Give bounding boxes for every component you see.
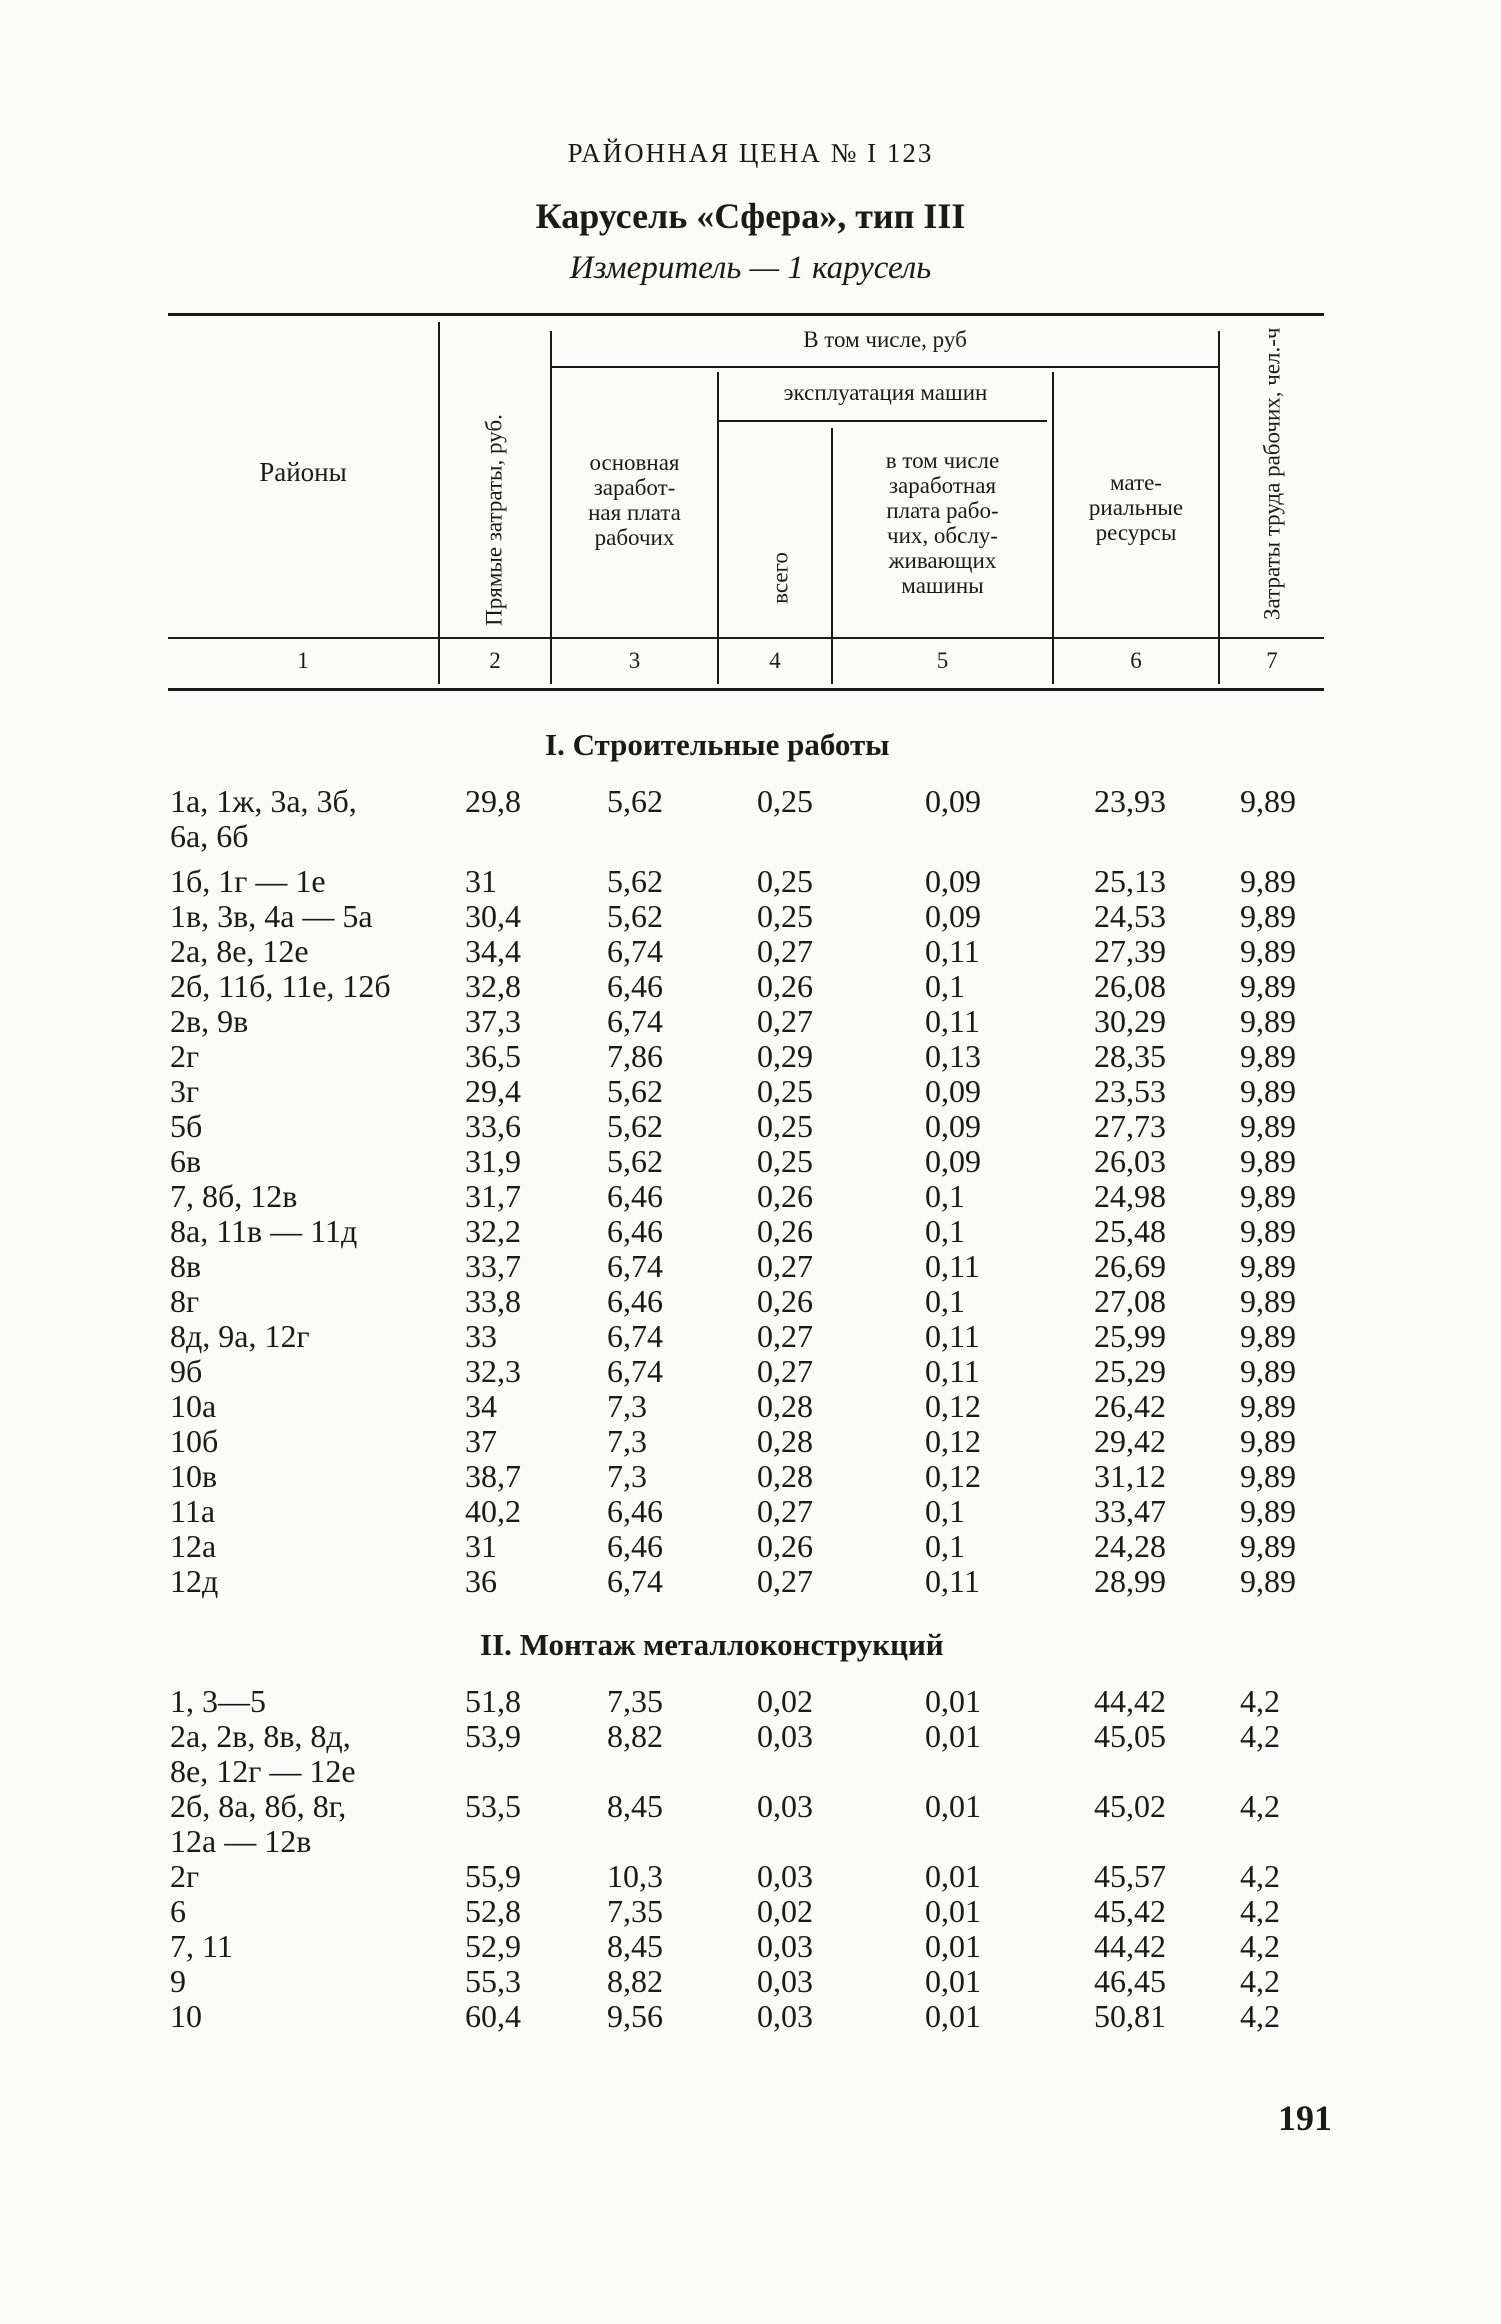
- table-row: [0, 1179, 1501, 1214]
- header-total: всего: [767, 552, 793, 604]
- header-base-wage: основная заработ- ная плата рабочих: [588, 450, 681, 550]
- value-cell: 31,12: [1094, 1458, 1166, 1494]
- value-cell: 0,1: [925, 1528, 965, 1564]
- region-cell: 1, 3—5: [170, 1683, 266, 1719]
- value-cell: 5,62: [607, 1073, 663, 1109]
- value-cell: 9,89: [1240, 1388, 1296, 1424]
- value-cell: 6,74: [607, 1563, 663, 1599]
- region-cell: 10а: [170, 1388, 217, 1424]
- header-labor: Затраты труда рабочих, чел.-ч: [1259, 327, 1285, 620]
- value-cell: 5,62: [607, 1143, 663, 1179]
- value-cell: 0,09: [925, 898, 981, 934]
- table-row: [0, 1004, 1501, 1039]
- value-cell: 34,4: [465, 933, 521, 969]
- table-row: [0, 934, 1501, 969]
- value-cell: 0,01: [925, 1858, 981, 1894]
- value-cell: 9,89: [1240, 1178, 1296, 1214]
- value-cell: 33,7: [465, 1248, 521, 1284]
- value-cell: 0,01: [925, 1788, 981, 1824]
- value-cell: 27,39: [1094, 933, 1166, 969]
- value-cell: 28,35: [1094, 1038, 1166, 1074]
- region-cell-continuation: 6а, 6б: [170, 818, 249, 854]
- value-cell: 60,4: [465, 1998, 521, 2034]
- value-cell: 9,89: [1240, 968, 1296, 1004]
- table-row: [0, 1459, 1501, 1494]
- value-cell: 25,99: [1094, 1318, 1166, 1354]
- value-cell: 46,45: [1094, 1963, 1166, 1999]
- region-cell: 9б: [170, 1353, 203, 1389]
- value-cell: 9,89: [1240, 1318, 1296, 1354]
- table-row: [0, 1684, 1501, 1719]
- value-cell: 4,2: [1240, 1858, 1280, 1894]
- value-cell: 0,02: [757, 1683, 813, 1719]
- table-row: [0, 1074, 1501, 1109]
- value-cell: 6,46: [607, 1213, 663, 1249]
- value-cell: 53,9: [465, 1718, 521, 1754]
- value-cell: 0,11: [925, 1003, 980, 1039]
- value-cell: 45,05: [1094, 1718, 1166, 1754]
- value-cell: 0,27: [757, 1003, 813, 1039]
- value-cell: 0,11: [925, 1318, 980, 1354]
- value-cell: 53,5: [465, 1788, 521, 1824]
- value-cell: 33,6: [465, 1108, 521, 1144]
- value-cell: 31,9: [465, 1143, 521, 1179]
- region-cell: 8г: [170, 1283, 200, 1319]
- value-cell: 0,02: [757, 1893, 813, 1929]
- region-cell: 11а: [170, 1493, 216, 1529]
- region-cell: 2а, 8е, 12е: [170, 933, 309, 969]
- value-cell: 0,25: [757, 1073, 813, 1109]
- value-cell: 6,46: [607, 1493, 663, 1529]
- value-cell: 0,01: [925, 1718, 981, 1754]
- value-cell: 9,89: [1240, 1213, 1296, 1249]
- header-including: В том числе, руб: [803, 327, 967, 352]
- value-cell: 0,01: [925, 1893, 981, 1929]
- region-cell: 2г: [170, 1858, 200, 1894]
- value-cell: 0,09: [925, 1108, 981, 1144]
- header-regions: Районы: [259, 457, 347, 487]
- value-cell: 9,89: [1240, 933, 1296, 969]
- value-cell: 9,89: [1240, 1458, 1296, 1494]
- value-cell: 8,82: [607, 1718, 663, 1754]
- value-cell: 0,12: [925, 1423, 981, 1459]
- value-cell: 10,3: [607, 1858, 663, 1894]
- value-cell: 0,26: [757, 1528, 813, 1564]
- value-cell: 0,1: [925, 1283, 965, 1319]
- value-cell: 25,29: [1094, 1353, 1166, 1389]
- table-row: [0, 1859, 1501, 1894]
- value-cell: 24,53: [1094, 898, 1166, 934]
- col-number: 1: [297, 648, 309, 673]
- value-cell: 45,02: [1094, 1788, 1166, 1824]
- value-cell: 0,25: [757, 898, 813, 934]
- region-cell: 12а: [170, 1528, 217, 1564]
- value-cell: 32,8: [465, 968, 521, 1004]
- running-head: РАЙОННАЯ ЦЕНА № I 123: [567, 138, 934, 168]
- region-cell: 3г: [170, 1073, 200, 1109]
- value-cell: 0,1: [925, 968, 965, 1004]
- table-row: [0, 1494, 1501, 1529]
- table-row: [0, 1529, 1501, 1564]
- value-cell: 0,09: [925, 1143, 981, 1179]
- value-cell: 0,27: [757, 1563, 813, 1599]
- value-cell: 30,4: [465, 898, 521, 934]
- table-row: [0, 1214, 1501, 1249]
- value-cell: 32,3: [465, 1353, 521, 1389]
- region-cell: 2б, 8а, 8б, 8г,: [170, 1788, 347, 1824]
- region-cell: 6в: [170, 1143, 202, 1179]
- value-cell: 34: [465, 1388, 497, 1424]
- value-cell: 0,28: [757, 1458, 813, 1494]
- value-cell: 26,42: [1094, 1388, 1166, 1424]
- value-cell: 8,82: [607, 1963, 663, 1999]
- value-cell: 7,86: [607, 1038, 663, 1074]
- value-cell: 0,12: [925, 1388, 981, 1424]
- value-cell: 0,1: [925, 1213, 965, 1249]
- region-cell: 9: [170, 1963, 186, 1999]
- value-cell: 0,26: [757, 968, 813, 1004]
- value-cell: 9,89: [1240, 898, 1296, 934]
- value-cell: 32,2: [465, 1213, 521, 1249]
- value-cell: 55,3: [465, 1963, 521, 1999]
- value-cell: 4,2: [1240, 1718, 1280, 1754]
- header-direct-costs: Прямые затраты, руб.: [481, 414, 507, 626]
- region-cell-continuation: 12а — 12в: [170, 1823, 312, 1859]
- value-cell: 24,98: [1094, 1178, 1166, 1214]
- value-cell: 24,28: [1094, 1528, 1166, 1564]
- value-cell: 0,01: [925, 1928, 981, 1964]
- region-cell: 12д: [170, 1563, 219, 1599]
- value-cell: 0,28: [757, 1388, 813, 1424]
- value-cell: 4,2: [1240, 1928, 1280, 1964]
- section-title: II. Монтаж металлоконструкций: [480, 1627, 944, 1662]
- value-cell: 7,3: [607, 1423, 647, 1459]
- value-cell: 0,03: [757, 1858, 813, 1894]
- table-row: [0, 1424, 1501, 1459]
- value-cell: 23,93: [1094, 783, 1166, 819]
- value-cell: 4,2: [1240, 1963, 1280, 1999]
- table-row: [0, 1999, 1501, 2034]
- value-cell: 52,8: [465, 1893, 521, 1929]
- value-cell: 8,45: [607, 1928, 663, 1964]
- value-cell: 9,89: [1240, 1143, 1296, 1179]
- value-cell: 44,42: [1094, 1683, 1166, 1719]
- value-cell: 8,45: [607, 1788, 663, 1824]
- value-cell: 0,12: [925, 1458, 981, 1494]
- value-cell: 9,89: [1240, 1493, 1296, 1529]
- value-cell: 9,89: [1240, 1423, 1296, 1459]
- col-number: 6: [1130, 648, 1142, 673]
- region-cell: 10: [170, 1998, 202, 2034]
- region-cell: 6: [170, 1893, 186, 1929]
- value-cell: 0,28: [757, 1423, 813, 1459]
- value-cell: 0,26: [757, 1178, 813, 1214]
- region-cell: 8а, 11в — 11д: [170, 1213, 358, 1249]
- value-cell: 0,27: [757, 1353, 813, 1389]
- value-cell: 38,7: [465, 1458, 521, 1494]
- value-cell: 36,5: [465, 1038, 521, 1074]
- table-row: [0, 784, 1501, 819]
- value-cell: 37: [465, 1423, 497, 1459]
- value-cell: 9,89: [1240, 1528, 1296, 1564]
- value-cell: 0,11: [925, 1248, 980, 1284]
- header-machine-wage: в том числе заработная плата рабо- чих, обслу- живающих машины: [885, 448, 1000, 598]
- value-cell: 4,2: [1240, 1788, 1280, 1824]
- value-cell: 0,03: [757, 1963, 813, 1999]
- value-cell: 0,01: [925, 1963, 981, 1999]
- value-cell: 0,11: [925, 1353, 980, 1389]
- value-cell: 6,46: [607, 1178, 663, 1214]
- table-row: [0, 1894, 1501, 1929]
- value-cell: 9,89: [1240, 863, 1296, 899]
- region-cell: 1а, 1ж, 3а, 3б,: [170, 783, 357, 819]
- value-cell: 0,25: [757, 863, 813, 899]
- value-cell: 5,62: [607, 898, 663, 934]
- value-cell: 0,1: [925, 1493, 965, 1529]
- value-cell: 0,25: [757, 1143, 813, 1179]
- value-cell: 5,62: [607, 863, 663, 899]
- value-cell: 31: [465, 1528, 497, 1564]
- value-cell: 31,7: [465, 1178, 521, 1214]
- col-number: 7: [1266, 648, 1278, 673]
- value-cell: 6,74: [607, 1318, 663, 1354]
- value-cell: 9,89: [1240, 1283, 1296, 1319]
- value-cell: 0,11: [925, 1563, 980, 1599]
- table-row: [0, 1929, 1501, 1964]
- region-cell: 2г: [170, 1038, 200, 1074]
- table-row: [0, 1354, 1501, 1389]
- table-row: [0, 1109, 1501, 1144]
- value-cell: 7,35: [607, 1683, 663, 1719]
- value-cell: 29,4: [465, 1073, 521, 1109]
- value-cell: 55,9: [465, 1858, 521, 1894]
- value-cell: 9,89: [1240, 1003, 1296, 1039]
- value-cell: 25,13: [1094, 863, 1166, 899]
- region-cell: 8д, 9а, 12г: [170, 1318, 310, 1354]
- header-materials: мате- риальные ресурсы: [1088, 470, 1184, 545]
- value-cell: 25,48: [1094, 1213, 1166, 1249]
- table-row: [0, 1389, 1501, 1424]
- value-cell: 4,2: [1240, 1683, 1280, 1719]
- value-cell: 9,89: [1240, 1248, 1296, 1284]
- table-row: [0, 1319, 1501, 1354]
- value-cell: 5,62: [607, 1108, 663, 1144]
- region-cell-continuation: 8е, 12г — 12е: [170, 1753, 356, 1789]
- table-row: [0, 864, 1501, 899]
- table-row: [0, 1144, 1501, 1179]
- value-cell: 29,42: [1094, 1423, 1166, 1459]
- value-cell: 0,09: [925, 1073, 981, 1109]
- value-cell: 4,2: [1240, 1893, 1280, 1929]
- region-cell: 10в: [170, 1458, 218, 1494]
- header-machine-operation: эксплуатация машин: [783, 380, 988, 405]
- table-row: [0, 1284, 1501, 1319]
- value-cell: 9,89: [1240, 1563, 1296, 1599]
- value-cell: 7,3: [607, 1458, 647, 1494]
- value-cell: 0,27: [757, 1493, 813, 1529]
- page-number: 191: [1278, 2098, 1332, 2138]
- value-cell: 40,2: [465, 1493, 521, 1529]
- value-cell: 0,27: [757, 933, 813, 969]
- region-cell: 7, 8б, 12в: [170, 1178, 298, 1214]
- table-row: [0, 1039, 1501, 1074]
- value-cell: 4,2: [1240, 1998, 1280, 2034]
- value-cell: 6,46: [607, 968, 663, 1004]
- col-number: 4: [769, 648, 781, 673]
- value-cell: 29,8: [465, 783, 521, 819]
- value-cell: 0,26: [757, 1213, 813, 1249]
- value-cell: 9,89: [1240, 1038, 1296, 1074]
- table-row: [0, 1249, 1501, 1284]
- value-cell: 0,29: [757, 1038, 813, 1074]
- value-cell: 52,9: [465, 1928, 521, 1964]
- value-cell: 7,35: [607, 1893, 663, 1929]
- value-cell: 9,56: [607, 1998, 663, 2034]
- value-cell: 37,3: [465, 1003, 521, 1039]
- value-cell: 45,57: [1094, 1858, 1166, 1894]
- region-cell: 5б: [170, 1108, 203, 1144]
- value-cell: 31: [465, 863, 497, 899]
- table-row: [0, 1964, 1501, 1999]
- value-cell: 6,46: [607, 1528, 663, 1564]
- value-cell: 5,62: [607, 783, 663, 819]
- value-cell: 9,89: [1240, 1108, 1296, 1144]
- section-title: I. Строительные работы: [545, 727, 890, 762]
- value-cell: 27,73: [1094, 1108, 1166, 1144]
- region-cell: 1в, 3в, 4а — 5а: [170, 898, 373, 934]
- table-row: [0, 1789, 1501, 1824]
- value-cell: 0,26: [757, 1283, 813, 1319]
- value-cell: 0,27: [757, 1318, 813, 1354]
- value-cell: 0,09: [925, 863, 981, 899]
- table-row: [0, 899, 1501, 934]
- value-cell: 0,11: [925, 933, 980, 969]
- region-cell: 8в: [170, 1248, 202, 1284]
- region-cell: 7, 11: [170, 1928, 233, 1964]
- table-row: [0, 1564, 1501, 1599]
- region-cell: 2б, 11б, 11е, 12б: [170, 968, 391, 1004]
- value-cell: 51,8: [465, 1683, 521, 1719]
- value-cell: 45,42: [1094, 1893, 1166, 1929]
- value-cell: 26,69: [1094, 1248, 1166, 1284]
- value-cell: 6,46: [607, 1283, 663, 1319]
- value-cell: 7,3: [607, 1388, 647, 1424]
- value-cell: 0,25: [757, 1108, 813, 1144]
- col-number: 5: [936, 648, 949, 673]
- value-cell: 0,27: [757, 1248, 813, 1284]
- value-cell: 0,03: [757, 1788, 813, 1824]
- value-cell: 36: [465, 1563, 497, 1599]
- value-cell: 50,81: [1094, 1998, 1166, 2034]
- value-cell: 6,74: [607, 1003, 663, 1039]
- value-cell: 0,1: [925, 1178, 965, 1214]
- value-cell: 9,89: [1240, 783, 1296, 819]
- value-cell: 0,03: [757, 1928, 813, 1964]
- value-cell: 6,74: [607, 1353, 663, 1389]
- page-title: Карусель «Сфера», тип III: [535, 196, 966, 236]
- value-cell: 0,01: [925, 1683, 981, 1719]
- value-cell: 9,89: [1240, 1073, 1296, 1109]
- region-cell: 2а, 2в, 8в, 8д,: [170, 1718, 351, 1754]
- value-cell: 33: [465, 1318, 497, 1354]
- value-cell: 0,13: [925, 1038, 981, 1074]
- col-number: 3: [628, 648, 641, 673]
- value-cell: 30,29: [1094, 1003, 1166, 1039]
- value-cell: 33,8: [465, 1283, 521, 1319]
- value-cell: 26,08: [1094, 968, 1166, 1004]
- value-cell: 0,03: [757, 1998, 813, 2034]
- value-cell: 0,09: [925, 783, 981, 819]
- measure-line: Измеритель — 1 карусель: [569, 250, 932, 286]
- value-cell: 27,08: [1094, 1283, 1166, 1319]
- value-cell: 0,01: [925, 1998, 981, 2034]
- value-cell: 23,53: [1094, 1073, 1166, 1109]
- value-cell: 28,99: [1094, 1563, 1166, 1599]
- region-cell: 1б, 1г — 1е: [170, 863, 326, 899]
- value-cell: 33,47: [1094, 1493, 1166, 1529]
- value-cell: 9,89: [1240, 1353, 1296, 1389]
- table-row: [0, 969, 1501, 1004]
- value-cell: 0,03: [757, 1718, 813, 1754]
- value-cell: 26,03: [1094, 1143, 1166, 1179]
- col-number: 2: [489, 648, 501, 673]
- table-row: [0, 1719, 1501, 1754]
- value-cell: 44,42: [1094, 1928, 1166, 1964]
- region-cell: 2в, 9в: [170, 1003, 249, 1039]
- value-cell: 6,74: [607, 1248, 663, 1284]
- value-cell: 6,74: [607, 933, 663, 969]
- region-cell: 10б: [170, 1423, 219, 1459]
- value-cell: 0,25: [757, 783, 813, 819]
